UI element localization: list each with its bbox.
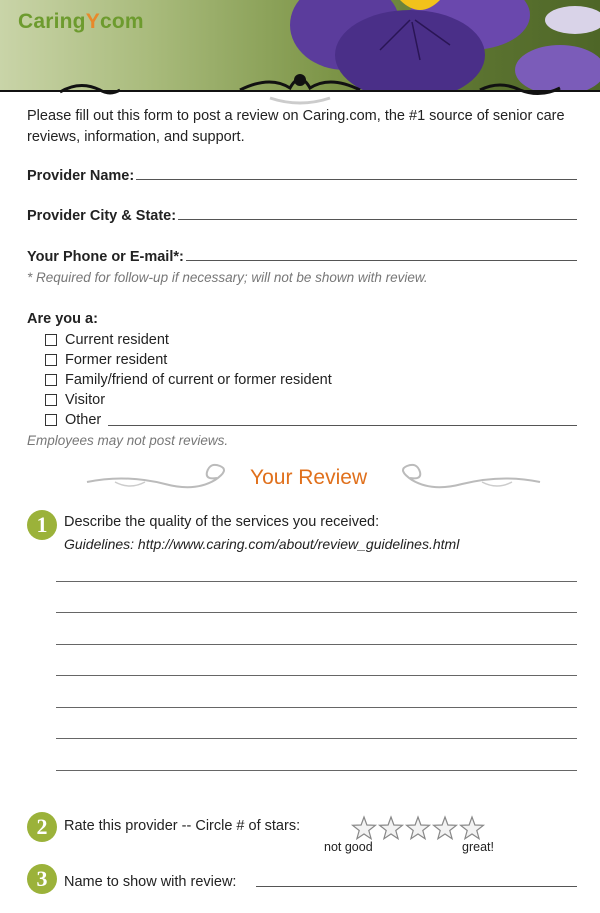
your-review-heading: Your Review [250, 466, 368, 489]
option-current-resident[interactable]: Current resident [45, 330, 169, 350]
caring-logo: CaringYcom [18, 10, 144, 33]
q1-guidelines: Guidelines: http://www.caring.com/about/review_guidelines.html [64, 536, 460, 552]
q2-text: Rate this provider -- Circle # of stars: [64, 818, 301, 834]
review-line[interactable] [56, 581, 577, 582]
role-question: Are you a: [27, 311, 98, 327]
review-line[interactable] [56, 644, 577, 645]
star-icon[interactable] [380, 817, 403, 839]
employees-note: Employees may not post reviews. [27, 433, 229, 448]
checkbox[interactable] [45, 414, 57, 426]
checkbox[interactable] [45, 334, 57, 346]
review-line[interactable] [56, 770, 577, 771]
contact-field[interactable] [27, 243, 577, 265]
checkbox[interactable] [45, 354, 57, 366]
contact-label: Your Phone or E-mail*: [27, 249, 184, 265]
intro-text: Please fill out this form to post a review on Caring.com, the #1 source of senior care reviews, information, and support. [27, 108, 565, 145]
rating-low-label: not good [324, 840, 373, 854]
option-former-resident[interactable]: Former resident [45, 350, 167, 370]
option-family-friend[interactable]: Family/friend of current or former resident [45, 370, 332, 390]
star-icon[interactable] [407, 817, 430, 839]
provider-location-field[interactable] [27, 202, 577, 224]
star-icon[interactable] [461, 817, 484, 839]
checkbox[interactable] [45, 394, 57, 406]
q1-text: Describe the quality of the services you received: [64, 514, 380, 530]
provider-location-label: Provider City & State: [27, 208, 177, 224]
left-swirl-ornament [85, 462, 235, 498]
rating-high-label: great! [462, 840, 494, 854]
header-rule [0, 90, 600, 92]
review-line[interactable] [56, 707, 577, 708]
name-line[interactable] [256, 886, 577, 887]
star-icon[interactable] [434, 817, 457, 839]
step-1-badge: 1 [27, 510, 57, 540]
provider-name-field[interactable] [27, 162, 577, 184]
option-other[interactable]: Other [45, 410, 101, 430]
contact-note: * Required for follow-up if necessary; will not be shown with review. [27, 270, 428, 285]
option-visitor[interactable]: Visitor [45, 390, 105, 410]
provider-location-line[interactable] [178, 218, 577, 220]
review-line[interactable] [56, 612, 577, 613]
star-icon[interactable] [353, 817, 376, 839]
provider-name-label: Provider Name: [27, 168, 135, 184]
q3-text: Name to show with review: [64, 874, 237, 890]
checkbox[interactable] [45, 374, 57, 386]
other-line[interactable] [108, 425, 577, 426]
step-3-badge: 3 [27, 864, 57, 894]
review-line[interactable] [56, 675, 577, 676]
review-line[interactable] [56, 738, 577, 739]
provider-name-line[interactable] [136, 178, 577, 180]
star-rating[interactable] [350, 815, 490, 843]
logo-figure-icon: Y [85, 10, 100, 33]
step-2-badge: 2 [27, 812, 57, 842]
right-swirl-ornament [392, 462, 542, 498]
contact-line[interactable] [186, 259, 577, 261]
